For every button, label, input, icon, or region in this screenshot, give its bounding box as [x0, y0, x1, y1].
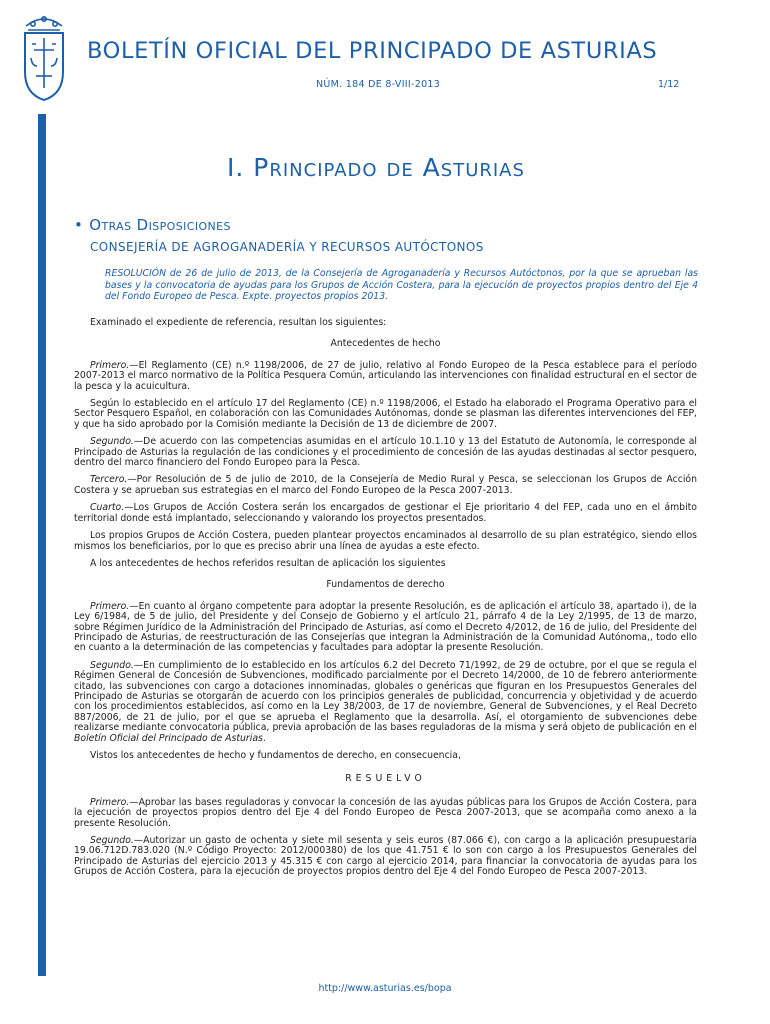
- page-count: 1/12: [658, 79, 680, 90]
- paragraph: A los antecedentes de hechos referidos resultan de aplicación los siguientes: [90, 557, 446, 569]
- resolution-title: RESOLUCIÓN de 26 de julio de 2013, de la Consejería de Agroganadería y Recursos Autóctonos, por la que se aprueban las bases y la convocatoria de ayudas para los Grupos de Acción Costera, para la ejecución de proyectos propios dentro del Eje 4 del Fondo Europeo de Pesca. Expte. proyectos propios 2013.: [105, 268, 698, 303]
- ministry-heading: CONSEJERÍA DE AGROGANADERÍA Y RECURSOS AUTÓCTONOS: [90, 240, 484, 254]
- paragraph: [74, 437, 697, 468]
- paragraph: [74, 836, 697, 878]
- paragraph-lead: Segundo.: [90, 835, 134, 847]
- issue-number: NÚM. 184 DE 8-VIII-2013: [316, 79, 441, 90]
- paragraph: [74, 798, 697, 829]
- paragraph-text: —En cumplimiento de lo establecido en los artículos 6.2 del Decreto 71/1992, de 29 de octubre, por el que se regula el Régimen General de Concesión de Subvenciones, modificado parcialmente por el Decreto 14/2000, de 10 de febrero anteriormente citado, las subvenciones con cargo a dotaciones innominadas, globales o genéricas que figuran en los Presupuestos Generales del Principado de Asturias se otorgarán de acuerdo con los principios generales de publicidad, concurrencia y objetividad y de acuerdo con los procedimientos establecidos, así como en la Ley 38/2003, de 17 de noviembre, General de Subvenciones, y el Real Decreto 887/2006, de 21 de julio, por el que se aprueba el Reglamento que la desarrolla. Así, el otorgamiento de subvenciones debe realizarse mediante convocatoria pública, previa aprobación de las bases reguladoras de la misma y será objeto de publicación en el: [74, 659, 697, 734]
- footer-url-link[interactable]: http://www.asturias.es/bopa: [318, 983, 452, 994]
- paragraph-lead: Segundo.: [90, 659, 134, 671]
- paragraph: [74, 475, 697, 496]
- paragraph: [74, 602, 697, 654]
- gazette-title: BOLETÍN OFICIAL DEL PRINCIPADO DE ASTURIAS: [87, 38, 658, 64]
- paragraph: [74, 661, 697, 744]
- heading-facts: Antecedentes de hecho: [330, 338, 441, 350]
- document-body: [74, 318, 697, 885]
- paragraph: Vistos los antecedentes de hecho y fundamentos de derecho, en consecuencia,: [90, 750, 461, 761]
- paragraph: [74, 361, 697, 392]
- side-bar: [38, 114, 46, 976]
- paragraph-lead: Cuarto.: [90, 502, 125, 514]
- heading-resuelvo: RESUELVO: [345, 773, 426, 785]
- paragraph-lead: Tercero.: [90, 474, 128, 486]
- paragraph-text: —Aprobar las bases reguladoras y convocar la concesión de las ayudas públicas para los Grupos de Acción Costera, para la ejecución de proyectos propios dentro del Eje 4 del Fondo Europeo de Pesca 2007-2013, que se acompaña como anexo a la presente Resolución.: [74, 796, 697, 829]
- paragraph: Según lo establecido en el artículo 17 del Reglamento (CE) n.º 1198/2006, el Estado ha elaborado el Programa Operativo para el Sector Pesquero Español, en colaboración con las Comunidades Autónomas, donde se plasman las diferentes intervenciones del FEP, y que ha sido aprobado por la Comisión mediante la Decisión de 13 de diciembre de 2007.: [74, 398, 697, 430]
- paragraph-lead: Primero.: [90, 796, 130, 808]
- paragraph: Los propios Grupos de Acción Costera, pueden plantear proyectos encaminados al desarrollo de su plan estratégico, siendo ellos mismos los beneficiarios, por lo que es preciso abrir una línea de ayudas a este efecto.: [74, 530, 697, 552]
- gazette-name: Boletín Oficial del Principado de Asturias: [74, 732, 263, 744]
- paragraph-text: —Autorizar un gasto de ochenta y siete mil sesenta y seis euros (87.066 €), con cargo a la aplicación presupuestaria 19.06.712D.783.020 (N.º Código Proyecto: 2012/000380) de los que 41.751 € lo son con cargo a los Presupuestos Generales del Principado de Asturias del ejercicio 2013 y 45.315 € con cargo al ejercicio 2014, para financiar la convocatoria de ayudas para los Grupos de Acción Costera, para la ejecución de proyectos propios dentro del Eje 4 del Fondo Europeo de Pesca 2007-2013.: [74, 835, 697, 878]
- paragraph-lead: Primero.: [90, 600, 130, 612]
- bullet-icon: •: [74, 216, 84, 234]
- heading-law: Fundamentos de derecho: [326, 579, 445, 591]
- section-title: I. Principado de Asturias: [227, 153, 525, 182]
- paragraph-end: .: [262, 732, 266, 744]
- asturias-coat-of-arms-icon: [16, 14, 72, 102]
- paragraph-text: —El Reglamento (CE) n.º 1198/2006, de 27 de julio, relativo al Fondo Europeo de la Pesca establece para el período 2007-2013 el marco normativo de la Política Pesquera Común, articulando las intervenciones con finalidad estructural en el sector de la pesca y la acuicultura.: [74, 359, 697, 392]
- intro-paragraph: Examinado el expediente de referencia, resultan los siguientes:: [90, 317, 387, 328]
- paragraph-lead: Segundo.: [90, 436, 134, 448]
- paragraph-lead: Primero.: [90, 359, 130, 371]
- paragraph-text: —Los Grupos de Acción Costera serán los encargados de gestionar el Eje prioritario 4 del FEP, cada uno en el ámbito territorial donde está implantado, seleccionando y valorando los proyectos presentados.: [74, 502, 697, 524]
- paragraph-text: —De acuerdo con las competencias asumidas en el artículo 10.1.10 y 13 del Estatuto de Autonomía, le corresponde al Principado de Asturias la regulación de las condiciones y el procedimiento de concesión de las ayudas destinadas al sector pesquero, dentro del marco financiero del Fondo Europeo para la Pesca.: [74, 436, 697, 469]
- subsection-heading: [74, 216, 231, 234]
- document-code: Cód. 2013-14906: [38, 867, 48, 933]
- subsection-label: Otras Disposiciones: [89, 216, 231, 234]
- paragraph-text: —En cuanto al órgano competente para adoptar la presente Resolución, es de aplicación el artículo 38, apartado i), de la Ley 6/1984, de 5 de julio, del Presidente y del Consejo de Gobierno y el artículo 21, párrafo 4 de la Ley 2/1995, de 13 de marzo, sobre Régimen Jurídico de la Administración del Principado de Asturias, así como el Decreto 4/2012, de 16 de julio, del Presidente del Principado de Asturias, de reestructuración de las Consejerías que integran la Administración de la Comunidad Autónoma,, todo ello en cuanto a la determinación de las competencias y facultades para adoptar la presente Resolución.: [74, 600, 697, 654]
- paragraph-text: —Por Resolución de 5 de julio de 2010, de la Consejería de Medio Rural y Pesca, se seleccionan los Grupos de Acción Costera y se aprueban sus estrategias en el marco del Fondo Europeo de la Pesca 2007-2013.: [74, 474, 697, 496]
- paragraph: [74, 503, 697, 524]
